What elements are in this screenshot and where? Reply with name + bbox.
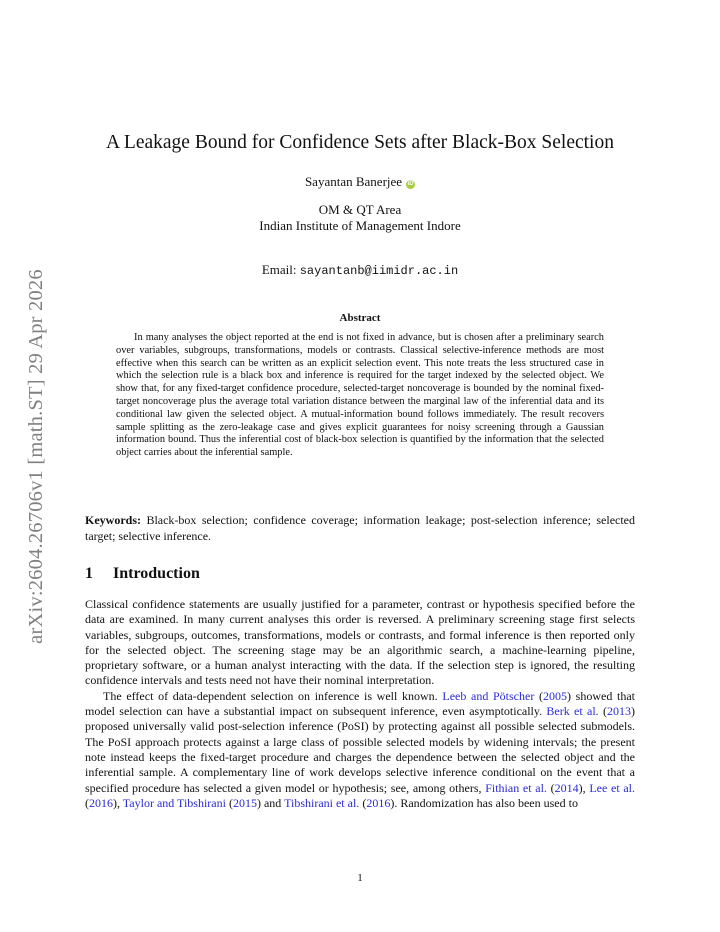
affiliation-department: OM & QT Area [318,202,402,217]
section-number: 1 [85,565,93,582]
section-title: Introduction [113,565,200,582]
keywords [85,512,635,544]
intro-paragraph-2: The effect of data-dependent selection on inference is well known. Leeb and Pötscher (2005) showed that model selection can have a substantial impact on subsequent inference, even asymptotically. Berk et al. (2013) proposed universally valid post-selection inference (PoSI) by protecting against all possible selected submodels. The PoSI approach protects against a large class of possible selected models by widening intervals; the present note instead keeps the fixed-target procedure and charges the dependence between the selected object and the inferential sample. A complementary line of work develops selective inference conditional on the event that a specified procedure has selected a given model or hypothesis; see, among others, Fithian et al. (2014), Lee et al. (2016), Taylor and Tibshirani (2015) and Tibshirani et al. (2016). Randomization has also been used to [85,688,636,810]
introduction-body [85,597,635,811]
citation-berk-year[interactable]: 2013 [607,704,631,719]
citation-leeb-potscher-year[interactable]: 2005 [543,688,568,703]
citation-taylor-tibshirani[interactable]: Taylor and Tibshirani [122,795,226,810]
abstract-body: In many analyses the object reported at the end is not fixed in advance, but is chosen after a preliminary search over variables, subgroups, transformations, models or contrasts. Classical selective-inference methods are most effective when this search can be written as an explicit selection event. This note treats the less structured case in which the selection rule is a black box and inference is required for the target indexed by the selected object. We show that, for any fixed-target confidence procedure, selected-target noncoverage is bounded by the nominal fixed-target noncoverage plus the average total variation distance between the marginal law of the inferential data and its conditional law given the selected object. A mutual-information bound follows immediately. The result recovers sample splitting as the zero-leakage case and gives explicit guarantees for noisy screening through a Gaussian information bound. Thus the inferential cost of black-box selection is quantified by the information that the selected object carries about the inferential sample. [116,332,604,459]
arxiv-identifier-stamp [20,248,52,664]
citation-lee[interactable]: Lee et al. [589,780,636,795]
intro-text: . Randomization has also been used to [394,795,578,810]
keywords-label: Keywords: [85,513,141,527]
citation-fithian[interactable]: Fithian et al. [485,780,547,795]
orcid-icon[interactable]: iD [407,181,414,187]
intro-text: showed that model selection can have a substantial impact on subsequent inference, even asymptotically. [85,688,636,719]
section-heading-introduction [85,564,635,584]
email-address: sayantanb@iimidr.ac.in [299,264,459,278]
citation-tibshirani[interactable]: Tibshirani et al. [284,795,360,810]
citation-fithian-year[interactable]: 2014 [554,780,579,795]
citation-berk[interactable]: Berk et al. [546,704,599,719]
keywords-text: Black-box selection; confidence coverage; information leakage; post-selection inference; selected target; selective inference. [85,513,636,543]
affiliation-institution: Indian Institute of Management Indore [259,218,461,233]
affiliation [60,202,660,234]
page-number: 1 [357,872,363,884]
citation-leeb-potscher[interactable]: Leeb and Pötscher [442,688,535,703]
author-name: Sayantan Banerjee [304,174,403,189]
abstract-heading: Abstract [339,312,381,324]
author-line [60,173,660,190]
intro-paragraph-1: Classical confidence statements are usually justified for a parameter, contrast or hypothesis specified before the data are examined. In many current analyses this order is reversed. A preliminary screening stage first selects variables, subgroups, outcomes, transformations, models or contrasts, and formal inference is then reported only for the selected object. The screening stage may be an algorithmic search, a machine-learning pipeline, proprietary software, or a human analyst interacting with the data. If the selection step is ignored, the resulting confidence intervals and tests need not have their nominal interpretation. [85,597,635,688]
paper-title: A Leakage Bound for Confidence Sets after Black-Box Selection [106,132,614,153]
intro-text: proposed universally valid post-selection inference (PoSI) by protecting against all possible selected submodels. The PoSI approach protects against a large class of possible selected models by widening intervals; the present note instead keeps the fixed-target procedure and charges the dependence between the selected object and the inferential sample. A complementary line of work develops selective inference conditional on the event that a specified procedure has selected a given model or hypothesis; see, among others, [85,719,635,795]
intro-text: The effect of data-dependent selection on inference is well known. [103,688,443,703]
arxiv-stamp-text: arXiv:2604.26706v1 [math.ST] 29 Apr 2026 [24,268,47,644]
citation-lee-year[interactable]: 2016 [89,795,113,810]
citation-tibshirani-year[interactable]: 2016 [366,795,391,810]
email-line [60,261,660,280]
citation-taylor-tibshirani-year[interactable]: 2015 [232,795,257,810]
email-label: Email: [261,262,297,277]
